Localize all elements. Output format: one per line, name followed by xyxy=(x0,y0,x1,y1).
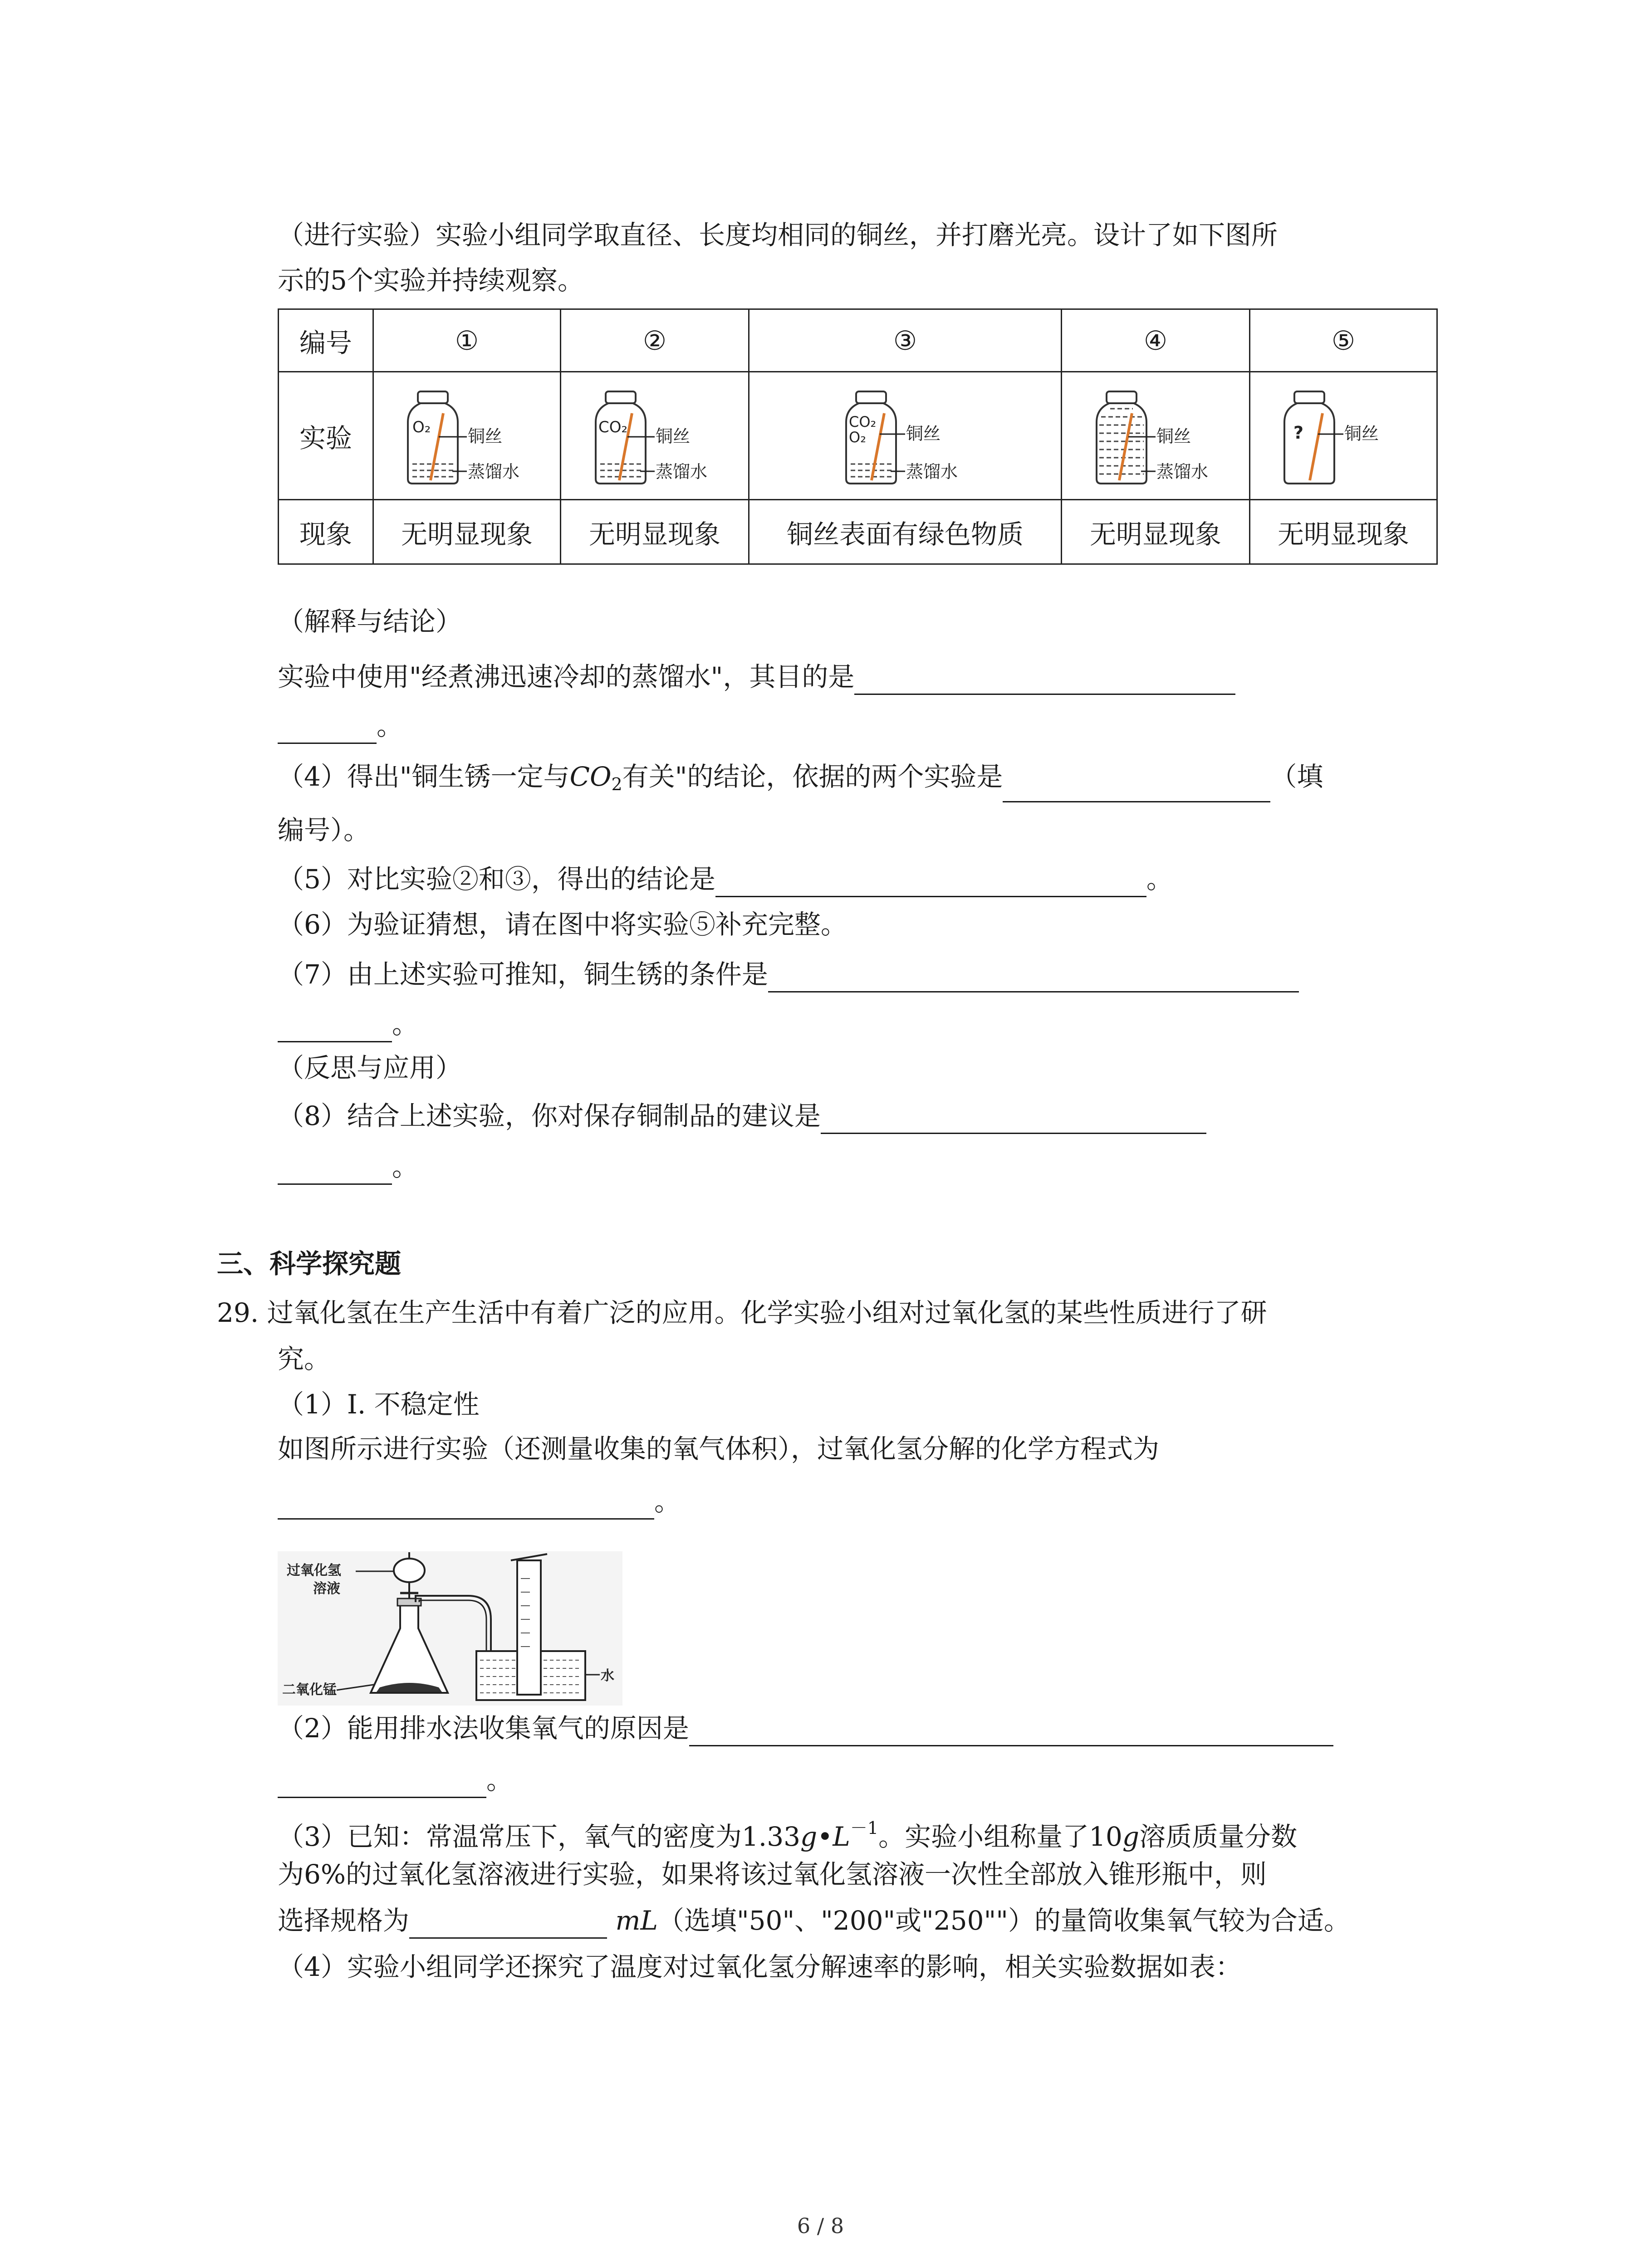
question-8-cont xyxy=(278,1149,418,1185)
question-29-part-2-cont xyxy=(278,1762,513,1798)
question-3-text: 实验中使用"经煮沸迅速冷却的蒸馏水"，其目的是 xyxy=(278,661,855,692)
copper-label: 铜丝 xyxy=(1156,426,1191,446)
unit-mL: mL xyxy=(615,1905,658,1936)
water-label: 水 xyxy=(601,1668,614,1684)
answer-blank-7b[interactable] xyxy=(278,1014,392,1042)
section-3-heading: 三、科学探究题 xyxy=(217,1248,402,1279)
question-29-part-3 xyxy=(278,1810,1297,1855)
gas-label: CO₂ xyxy=(849,413,877,430)
exp-cell-1 xyxy=(373,372,561,500)
bottle-co2-water-icon xyxy=(587,381,723,490)
gas-label: O₂ xyxy=(412,418,431,436)
question-4-line-2: 编号）。 xyxy=(278,815,370,846)
question-29-part-3-b: 。实验小组称量了10 xyxy=(878,1821,1122,1852)
answer-blank-29-1[interactable] xyxy=(278,1491,654,1520)
copper-label: 铜丝 xyxy=(468,426,503,446)
answer-blank-7a[interactable] xyxy=(768,964,1299,992)
exp-cell-5 xyxy=(1250,372,1437,500)
exp-id-2: ② xyxy=(561,309,749,372)
answer-blank-29-3[interactable] xyxy=(409,1910,607,1939)
copper-label: 铜丝 xyxy=(656,426,691,446)
exp-id-3: ③ xyxy=(749,309,1062,372)
page-number: 6 / 8 xyxy=(797,2214,844,2238)
water-label: 蒸馏水 xyxy=(906,461,958,482)
mno2-label: 二氧化锰 xyxy=(282,1682,337,1698)
question-8 xyxy=(278,1098,1206,1134)
question-3 xyxy=(278,659,1235,695)
answer-blank-8b[interactable] xyxy=(278,1156,392,1185)
water-label: 蒸馏水 xyxy=(468,461,520,482)
row-label-experiment: 实验 xyxy=(279,372,373,500)
reflect-heading: （反思与应用） xyxy=(278,1052,462,1083)
end-mark: 。 xyxy=(392,1009,419,1040)
question-5-text: （5）对比实验②和③，得出的结论是 xyxy=(278,864,715,894)
end-mark: 。 xyxy=(654,1486,681,1517)
explain-heading: （解释与结论） xyxy=(278,606,462,637)
answer-blank-5[interactable] xyxy=(715,869,1146,897)
intro-line-1: （进行实验）实验小组同学取直径、长度均相同的铜丝，并打磨光亮。设计了如下图所 xyxy=(278,220,1278,250)
table-row-experiment xyxy=(279,372,1437,500)
question-29-part-3-line-3-b: （选填"50"、"200"或"250""）的量筒收集氧气较为合适。 xyxy=(657,1905,1350,1936)
copper-label: 铜丝 xyxy=(1344,423,1379,444)
unit-g-mass: g xyxy=(1122,1821,1140,1852)
unknown-label: ? xyxy=(1293,422,1304,443)
question-4-pre: （4）得出"铜生锈一定与 xyxy=(278,761,570,792)
bottle-co2-o2-water-icon xyxy=(837,381,973,490)
question-29-part-3-c: 溶质质量分数 xyxy=(1139,1821,1298,1852)
exp-id-4: ④ xyxy=(1062,309,1250,372)
question-4-fill: （填 xyxy=(1270,761,1323,792)
bottle-full-water-icon xyxy=(1087,381,1224,490)
question-29-part-3-line-2: 为6%的过氧化氢溶液进行实验，如果将该过氧化氢溶液一次性全部放入锥形瓶中，则 xyxy=(278,1859,1267,1890)
answer-blank-3a[interactable] xyxy=(854,666,1235,695)
end-mark: 。 xyxy=(486,1765,513,1795)
question-29-part-1-answer xyxy=(278,1483,681,1520)
gas-label: O₂ xyxy=(849,428,867,446)
phenomenon-3: 铜丝表面有绿色物质 xyxy=(749,500,1062,564)
end-mark: 。 xyxy=(1146,864,1173,894)
phenomenon-4: 无明显现象 xyxy=(1062,500,1250,564)
unit-exponent: －1 xyxy=(850,1818,879,1838)
oxygen-collection-apparatus-diagram xyxy=(278,1551,622,1706)
bottle-o2-water-icon xyxy=(399,381,535,490)
phenomenon-5: 无明显现象 xyxy=(1250,500,1437,564)
h2o2-label-2: 溶液 xyxy=(313,1581,340,1597)
question-29-line-2: 究。 xyxy=(278,1344,331,1374)
end-mark: 。 xyxy=(392,1151,419,1182)
exp-cell-4 xyxy=(1062,372,1250,500)
question-3-cont xyxy=(278,708,403,744)
h2o2-label-1: 过氧化氢 xyxy=(287,1563,341,1579)
question-5 xyxy=(278,861,1173,897)
question-29-part-3-line-3-a: 选择规格为 xyxy=(278,1905,410,1936)
phenomenon-1: 无明显现象 xyxy=(373,500,561,564)
question-7-cont xyxy=(278,1006,418,1042)
exp-id-1: ① xyxy=(373,309,561,372)
answer-blank-29-2b[interactable] xyxy=(278,1769,486,1798)
unit-L: L xyxy=(833,1821,850,1852)
question-29-part-1: （1）Ⅰ. 不稳定性 xyxy=(278,1389,480,1420)
answer-blank-8a[interactable] xyxy=(821,1105,1206,1134)
question-29-part-2-text: （2）能用排水法收集氧气的原因是 xyxy=(278,1713,689,1744)
question-29-line-1: 29. 过氧化氢在生产生活中有着广泛的应用。化学实验小组对过氧化氢的某些性质进行了研 xyxy=(217,1297,1267,1328)
separatory-funnel-icon xyxy=(394,1559,425,1582)
question-29-part-2 xyxy=(278,1710,1333,1746)
copper-label: 铜丝 xyxy=(906,423,941,444)
bottle-unknown-icon xyxy=(1275,381,1411,490)
gas-label: CO₂ xyxy=(598,418,628,436)
question-6: （6）为验证猜想，请在图中将实验⑤补充完整。 xyxy=(278,909,847,940)
question-7-text: （7）由上述实验可推知，铜生锈的条件是 xyxy=(278,959,768,990)
exp-id-5: ⑤ xyxy=(1250,309,1437,372)
question-29-part-3-a: （3）已知：常温常压下，氧气的密度为1.33 xyxy=(278,1821,801,1852)
phenomenon-2: 无明显现象 xyxy=(561,500,749,564)
unit-g: g xyxy=(800,1821,818,1852)
question-8-text: （8）结合上述实验，你对保存铜制品的建议是 xyxy=(278,1100,821,1131)
row-label-phenomenon: 现象 xyxy=(279,500,373,564)
experiment-table xyxy=(278,308,1438,565)
co2-subscript: 2 xyxy=(611,774,622,794)
answer-blank-29-2a[interactable] xyxy=(689,1718,1333,1746)
row-label-id: 编号 xyxy=(279,309,373,372)
question-29-part-3-line-3 xyxy=(278,1902,1350,1939)
answer-blank-3b[interactable] xyxy=(278,715,377,744)
table-row-phenomenon xyxy=(279,500,1437,564)
exp-cell-2 xyxy=(561,372,749,500)
question-4-post: 有关"的结论，依据的两个实验是 xyxy=(622,761,1003,792)
table-row-id xyxy=(279,309,1437,372)
co2-formula: CO xyxy=(569,761,612,792)
question-7 xyxy=(278,956,1299,992)
measuring-cylinder-icon xyxy=(517,1560,541,1695)
question-29-part-1-text: 如图所示进行实验（还测量收集的氧气体积），过氧化氢分解的化学方程式为 xyxy=(278,1433,1160,1464)
unit-dot: • xyxy=(817,1821,833,1852)
water-label: 蒸馏水 xyxy=(656,461,708,482)
question-29-part-4: （4）实验小组同学还探究了温度对过氧化氢分解速率的影响，相关实验数据如表： xyxy=(278,1951,1242,1982)
answer-blank-4[interactable] xyxy=(1003,774,1270,802)
intro-line-2: 示的5个实验并持续观察。 xyxy=(278,265,584,296)
question-4 xyxy=(278,758,1323,802)
end-mark: 。 xyxy=(377,710,403,741)
exp-cell-3 xyxy=(749,372,1062,500)
water-label: 蒸馏水 xyxy=(1156,461,1209,482)
